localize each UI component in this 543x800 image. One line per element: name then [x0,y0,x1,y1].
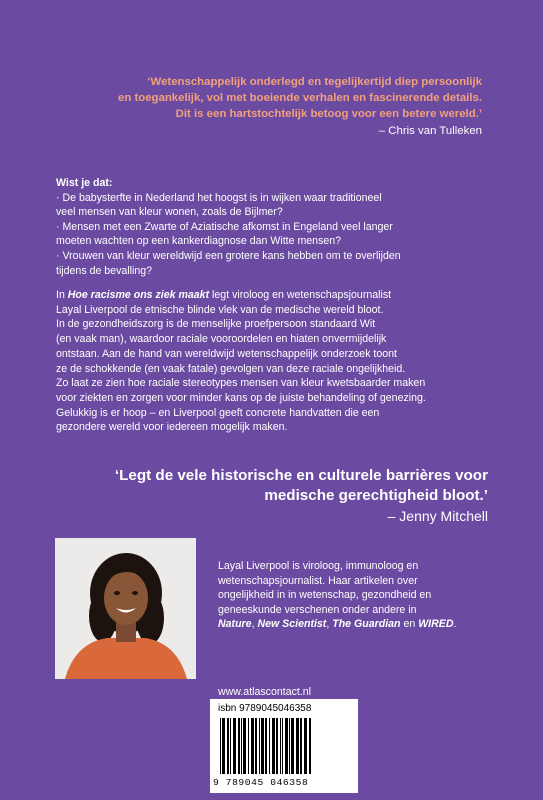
barcode-bar [241,718,242,774]
barcode-bar [255,718,257,774]
barcode-bar [251,718,254,774]
barcode-bar [272,718,275,774]
barcode-bar [248,718,249,774]
barcode-bars [218,718,350,776]
blurb-line: Layal Liverpool de etnische blinde vlek van de medische wereld bloot. [56,303,384,316]
fact-line: · Vrouwen van kleur wereldwijd een grotere kans hebben om te overlijden [56,249,401,262]
barcode-bar [269,718,270,774]
barcode-bar [227,718,229,774]
did-you-know-list [56,176,496,278]
author-bio [218,559,498,632]
blurb-text [56,288,496,435]
blurb-line: ze de schokkende (en vaak fatale) gevolgen van deze raciale ongelijkheid. [56,362,406,375]
barcode-bar [291,718,294,774]
blurb-intro-prefix: In [56,289,68,301]
publication-name: New Scientist [257,618,327,631]
barcode-bar [222,718,225,774]
blurb-line: ontstaan. Aan de hand van wereldwijd wetenschappelijk onderzoek toont [56,347,397,360]
quote-attribution: – Jenny Mitchell [387,508,488,524]
bottom-review-quote [56,466,488,526]
barcode-bar [265,718,267,774]
blurb-line: (en vaak man), waardoor raciale vooroordelen en hiaten onvermijdelijk [56,333,387,346]
blurb-line: gezondere wereld voor iedereen mogelijk maken. [56,421,288,434]
facts-heading: Wist je dat: [56,177,113,189]
quote-line: ‘Wetenschappelijk onderlegd en tegelijkertijd diep persoonlijk [147,76,482,88]
publication-name: Nature [218,618,252,631]
publication-name: WIRED [418,618,454,631]
blurb-line: Zo laat ze zien hoe raciale stereotypes mensen van kleur kwetsbaarder maken [56,377,426,390]
publisher-website[interactable]: www.atlascontact.nl [218,686,312,698]
barcode-bar [296,718,299,774]
blurb-intro-suffix: legt viroloog en wetenschapsjournalist [209,289,392,301]
barcode-bar [304,718,307,774]
author-portrait-illustration [55,538,196,679]
bio-line: geneeskunde verschenen onder andere in [218,603,417,616]
quote-attribution: – Chris van Tulleken [378,125,482,137]
blurb-line: In de gezondheidszorg is de menselijke proefpersoon standaard Wit [56,318,376,331]
quote-line: Dit is een hartstochtelijk betoog voor een betere wereld.’ [175,108,482,120]
fact-line: · De babysterfte in Nederland het hoogst is in wijken waar traditioneel [56,191,382,204]
barcode-bar [233,718,236,774]
barcode-digits: 9 789045 046358 [213,777,309,788]
barcode-bar [309,718,311,774]
barcode-bar [220,718,221,774]
book-title: Hoe racisme ons ziek maakt [67,289,210,301]
bio-line: ongelijkheid in in wetenschap, gezondheid en [218,589,432,602]
barcode-bar [238,718,240,774]
barcode-bar [289,718,290,774]
publication-name: The Guardian [332,618,401,631]
blurb-intro-line [56,288,496,303]
bio-line: Layal Liverpool is viroloog, immunoloog en [218,560,419,572]
fact-line: tijdens de bevalling? [56,264,153,277]
quote-line: medische gerechtigheid bloot.’ [264,487,488,504]
publication-end: . [453,618,457,631]
publication-separator: en [400,618,419,631]
quote-line: ‘Legt de vele historische en culturele barrières voor [114,467,488,484]
fact-line: · Mensen met een Zwarte of Aziatische afkomst in Engeland veel langer [56,220,393,233]
isbn-label: isbn 9789045046358 [218,703,312,714]
barcode-bar [261,718,264,774]
blurb-line: Gelukkig is er hoop – en Liverpool geeft concrete handvatten die een [56,406,380,419]
publication-separator: , [326,618,333,631]
barcode-bar [276,718,278,774]
fact-line: moeten wachten op een kankerdiagnose dan Witte mensen? [56,235,342,248]
isbn-barcode-box [210,699,358,793]
top-review-quote [62,74,482,139]
bio-line: wetenschapsjournalist. Haar artikelen over [218,574,418,587]
barcode-bar [282,718,283,774]
author-photo [55,538,196,679]
quote-line: en toegankelijk, vol met boeiende verhalen en fascinerende details. [118,92,482,104]
publication-separator: , [251,618,258,631]
fact-line: veel mensen van kleur wonen, zoals de Bijlmer? [56,206,283,219]
barcode-bar [243,718,246,774]
barcode-bar [230,718,231,774]
bio-publications-line [218,617,498,632]
barcode-bar [280,718,281,774]
barcode-bar [300,718,302,774]
barcode-bar [259,718,260,774]
blurb-line: voor ziekten en zorgen voor minder kans op de juiste behandeling of genezing. [56,391,426,404]
barcode-bar [285,718,288,774]
